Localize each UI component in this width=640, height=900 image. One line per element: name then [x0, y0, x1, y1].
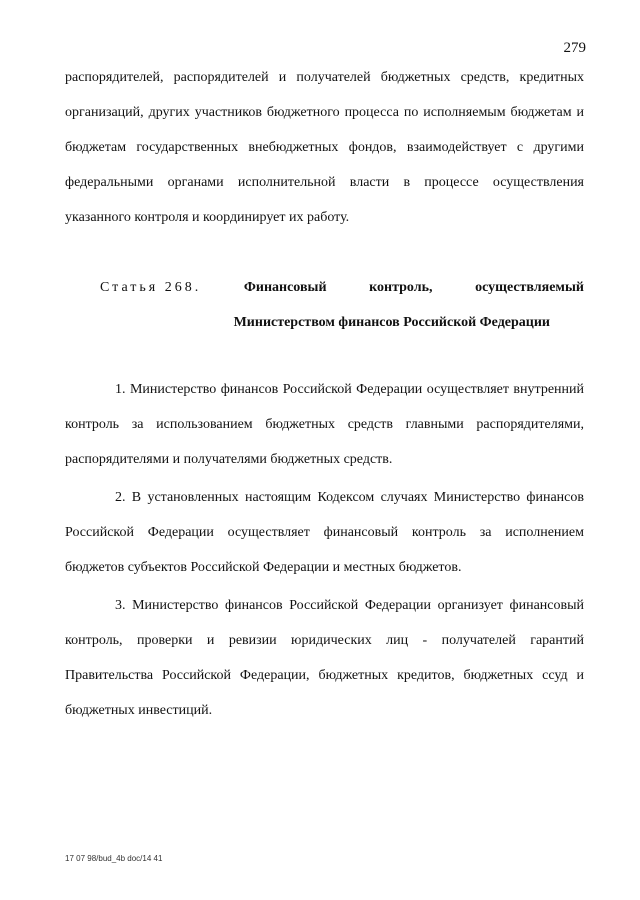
paragraph-1: 1. Министерство финансов Российской Федерации осуществляет внутренний контроль за использованием бюджетных средств главными распорядителями, распорядителями и получателями бюджетных средств. — [65, 382, 584, 467]
article-number: Статья 268. — [100, 280, 202, 295]
continuation-paragraph: распорядителей, распорядителей и получателей бюджетных средств, кредитных организаций, других участников бюджетного процесса по исполняемым бюджетам и бюджетам государственных внебюджетных фондов, взаимодействует с другими федеральными органами исполнительной власти в процессе осуществления указанного контроля и координирует их работу. — [65, 70, 584, 225]
article-title-word-3: осуществляемый — [475, 280, 584, 295]
page-number: 279 — [563, 40, 586, 56]
article-title-word-1: Финансовый — [243, 280, 327, 295]
article-title-line-2: Министерством финансов Российской Федерации — [233, 315, 550, 330]
article-heading — [100, 270, 584, 340]
footer-file-reference: 17 07 98/bud_4b doc/14 41 — [65, 854, 163, 863]
article-heading-line-1 — [100, 270, 584, 305]
article-title-word-2: контроль, — [369, 280, 433, 295]
paragraph-3: 3. Министерство финансов Российской Федерации организует финансовый контроль, проверки и ревизии юридических лиц - получателей гарантий Правительства Российской Федерации, бюджетных кредитов, бюджетных ссуд и бюджетных инвестиций. — [65, 598, 584, 718]
paragraph-2: 2. В установленных настоящим Кодексом случаях Министерство финансов Российской Федерации осуществляет финансовый контроль за исполнением бюджетов субъектов Российской Федерации и местных бюджетов. — [65, 490, 584, 575]
